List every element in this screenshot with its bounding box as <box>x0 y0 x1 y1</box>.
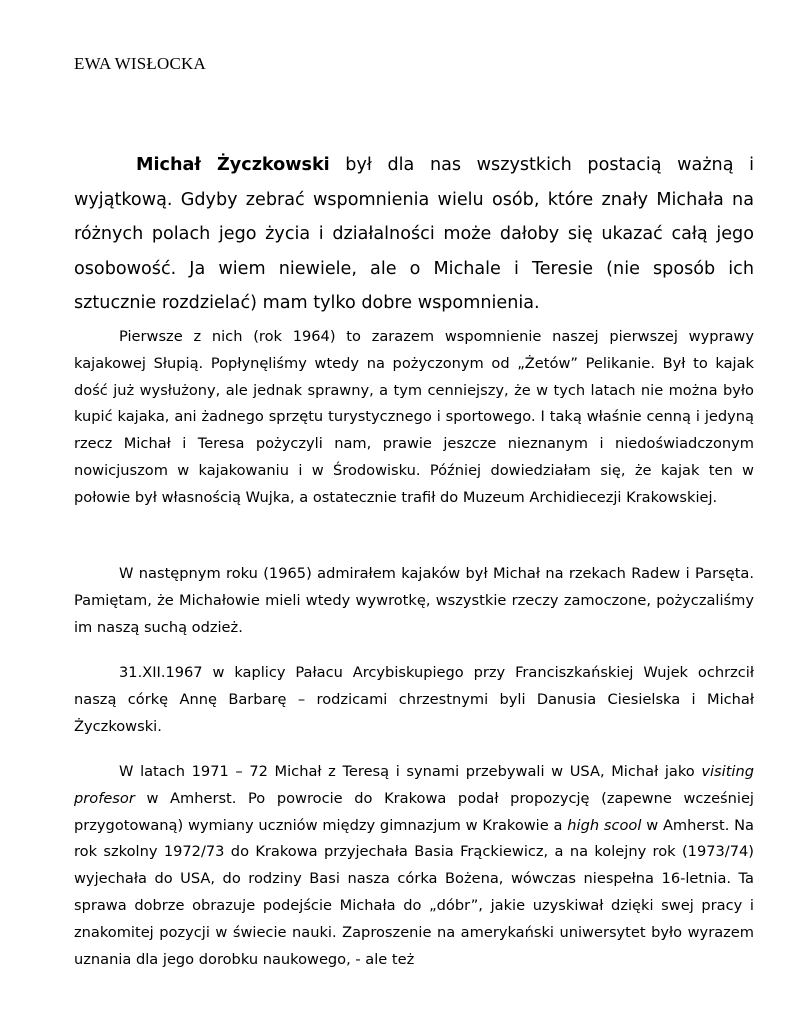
paragraph-text-part-3: w Amherst. Na rok szkolny 1972/73 do Krakowa przyjechała Basia Frąckiewicz, a na kolejny rok (1973/74) wyjechała do USA, do rodziny Basi nasza córka Bożena, wówczas niespełna 16-letnia. Ta sprawa dobrze obrazuje podejście Michała do „dóbr”, jakie uzyskiwał dzięki swej pracy i znakomitej pozycji w świecie nauki. Zaproszenie na amerykański uniwersytet było wyrazem uznania dla jego dorobku naukowego, - ale też <box>74 816 754 968</box>
italic-visiting-profesor: visiting profesor <box>74 763 754 807</box>
subject-name: Michał Życzkowski <box>136 155 330 175</box>
paragraph-1965-rivers <box>74 561 754 641</box>
paragraph-1971-usa <box>74 759 754 973</box>
paragraph-text: W następnym roku (1965) admirałem kajaków był Michał na rzekach Radew i Parsęta. Pamiętam, że Michałowie mieli wtedy wywrotkę, wszystkie rzeczy zamoczone, pożyczaliśmy im naszą suchą odzież. <box>74 565 754 636</box>
paragraph-text-part-1: W latach 1971 – 72 Michał z Teresą i synami przebywali w USA, Michał jako <box>119 763 702 780</box>
author-name: EWA WISŁOCKA <box>74 54 206 73</box>
paragraph-1964-kayak <box>74 324 754 512</box>
paragraph-text-part-2: w Amherst. Po powrocie do Krakowa podał propozycję (zapewne wcześniej przygotowaną) wymiany uczniów między gimnazjum w Krakowie a <box>74 789 754 834</box>
lead-text: był dla nas wszystkich postacią ważną i wyjątkową. Gdyby zebrać wspomnienia wielu osób, które znały Michała na różnych polach jego życia i działalności może dałoby się ukazać całą jego osobowość. Ja wiem niewiele, ale o Michale i Teresie (nie sposób ich sztucznie rozdzielać) mam tylko dobre wspomnienia. <box>74 155 754 313</box>
paragraph-text: Pierwsze z nich (rok 1964) to zarazem wspomnienie naszej pierwszej wyprawy kajakowej Słupią. Popłynęliśmy wtedy na pożyczonym od „Żetów” Pelikanie. Był to kajak dość już wysłużony, ale jednak sprawny, a tym cenniejszy, że w tych latach nie można było kupić kajaka, ani żadnego sprzętu turystycznego i sportowego. I taką właśnie cenną i jedyną rzecz Michał i Teresa pożyczyli nam, prawie jeszcze nieznanym i niedoświadczonym nowicjuszom w kajakowaniu i w Środowisku. Później dowiedziałam się, że kajak ten w połowie był własnością Wujka, a ostatecznie trafił do Muzeum Archidiecezji Krakowskiej. <box>74 328 754 506</box>
paragraph-text: 31.XII.1967 w kaplicy Pałacu Arcybiskupiego przy Franciszkańskiej Wujek ochrzcił naszą córkę Annę Barbarę – rodzicami chrzestnymi byli Danusia Ciesielska i Michał Życzkowski. <box>74 664 754 735</box>
paragraph-1967-baptism <box>74 660 754 740</box>
italic-high-scool: high scool <box>567 816 642 834</box>
lead-paragraph <box>74 148 754 321</box>
